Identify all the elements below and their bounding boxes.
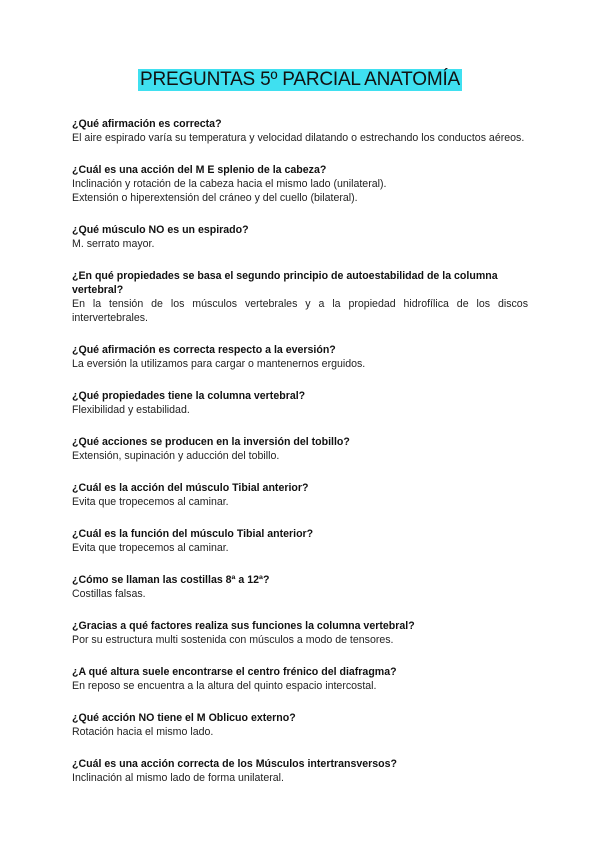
answer: Evita que tropecemos al caminar. xyxy=(72,542,229,554)
question: ¿Qué afirmación es correcta? xyxy=(72,118,222,130)
question: ¿A qué altura suele encontrarse el centro frénico del diafragma? xyxy=(72,666,397,678)
answer: En reposo se encuentra a la altura del quinto espacio intercostal. xyxy=(72,680,377,692)
qa-item xyxy=(72,619,528,647)
answer: La eversión la utilizamos para cargar o mantenernos erguidos. xyxy=(72,358,366,370)
qa-item xyxy=(72,573,528,601)
answer: Extensión, supinación y aducción del tobillo. xyxy=(72,450,280,462)
question: ¿Cuál es una acción del M E splenio de la cabeza? xyxy=(72,164,327,176)
question: ¿Cuál es la acción del músculo Tibial anterior? xyxy=(72,482,309,494)
answer: Extensión o hiperextensión del cráneo y del cuello (bilateral). xyxy=(72,192,358,204)
question: ¿Cuál es una acción correcta de los Músculos intertransversos? xyxy=(72,758,397,770)
question: ¿Qué músculo NO es un espirado? xyxy=(72,224,249,236)
title-wrap xyxy=(0,69,600,91)
qa-item xyxy=(72,343,528,371)
answer: Inclinación y rotación de la cabeza hacia el mismo lado (unilateral). xyxy=(72,178,387,190)
answer: Inclinación al mismo lado de forma unilateral. xyxy=(72,772,284,784)
qa-item xyxy=(72,389,528,417)
qa-item xyxy=(72,117,528,145)
answer: Flexibilidad y estabilidad. xyxy=(72,404,190,416)
answer: M. serrato mayor. xyxy=(72,238,155,250)
qa-item xyxy=(72,163,528,205)
qa-item xyxy=(72,269,528,325)
question: ¿Cuál es la función del músculo Tibial anterior? xyxy=(72,528,314,540)
question: ¿Qué acción NO tiene el M Oblicuo externo? xyxy=(72,712,296,724)
answer: Evita que tropecemos al caminar. xyxy=(72,496,229,508)
qa-item xyxy=(72,435,528,463)
answer: Costillas falsas. xyxy=(72,588,146,600)
question: ¿Gracias a qué factores realiza sus funciones la columna vertebral? xyxy=(72,620,415,632)
question: ¿Cómo se llaman las costillas 8ª a 12ª? xyxy=(72,574,270,586)
question: ¿En qué propiedades se basa el segundo principio de autoestabilidad de la columna vertebral? xyxy=(72,270,498,296)
qa-item xyxy=(72,481,528,509)
qa-item xyxy=(72,223,528,251)
question: ¿Qué acciones se producen en la inversión del tobillo? xyxy=(72,436,350,448)
qa-item xyxy=(72,757,528,785)
qa-item xyxy=(72,665,528,693)
page-title: PREGUNTAS 5º PARCIAL ANATOMÍA xyxy=(140,69,460,90)
answer: En la tensión de los músculos vertebrales y a la propiedad hidrofílica de los discos intervertebrales. xyxy=(72,298,528,324)
answer: Por su estructura multi sostenida con músculos a modo de tensores. xyxy=(72,634,394,646)
answer: El aire espirado varía su temperatura y velocidad dilatando o estrechando los conductos aéreos. xyxy=(72,132,525,144)
qa-list xyxy=(72,117,528,803)
question: ¿Qué afirmación es correcta respecto a la eversión? xyxy=(72,344,336,356)
qa-item xyxy=(72,711,528,739)
answer: Rotación hacia el mismo lado. xyxy=(72,726,214,738)
qa-item xyxy=(72,527,528,555)
question: ¿Qué propiedades tiene la columna vertebral? xyxy=(72,390,306,402)
